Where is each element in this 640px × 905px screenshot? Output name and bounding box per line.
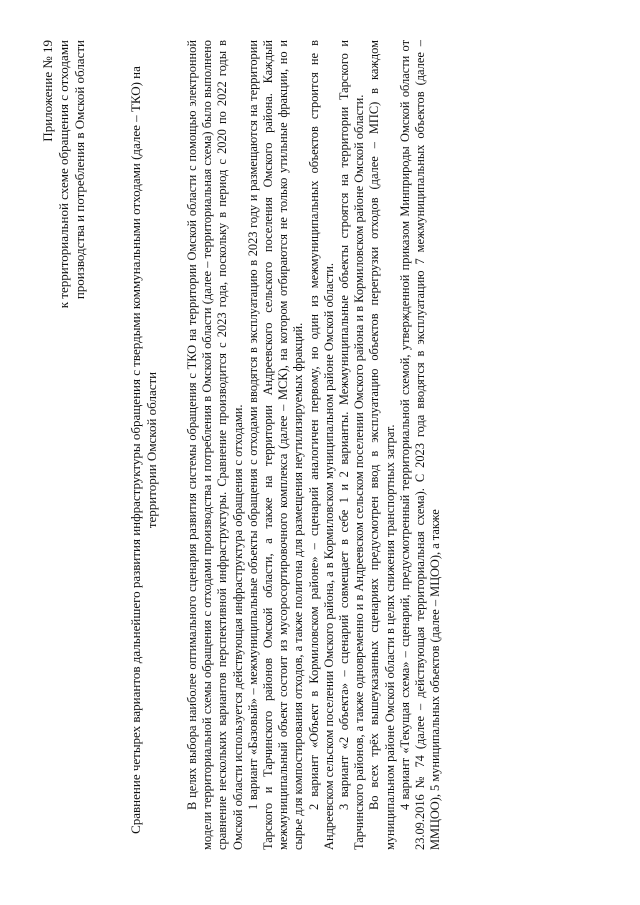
paragraph-intro: В целях выбора наиболее оптимального сценария развития системы обращения с ТКО на территории Омской области с помощью электронной модели территориальной схемы обращения с отходами производства и потребления в Омской области (далее – территориальная схема) было выполнено сравнение нескольких вариантов перспективной инфраструктуры. Сравнение производится с 2023 года, поскольку в период с 2020 по 2022 годы в Омской области используется действующая инфраструктура обращения с отходами. xyxy=(185,40,245,850)
paragraph-variant-4: 4 вариант «Текущая схема» – сценарий, предусмотренный территориальной схемой, утвержденной приказом Минприроды Омской области от 23.09.2016 № 74 (далее – действующая территориальная схема). С 2023 года вводятся в эксплуатацию 7 межмуниципальных объектов (далее – ММЦОО), 5 муниципальных объектов (далее – МЦОО), а также xyxy=(397,40,443,850)
paragraph-variant-3: 3 вариант «2 объекта» – сценарий совмещает в себе 1 и 2 варианты. Межмуниципальные объекты строятся на территории Тарского и Тарчинского районов, а также одновременно и в Андреевском сельском поселении Омского района и в Кормиловском районе Омской области. xyxy=(337,40,367,850)
paragraph-variant-2: 2 вариант «Объект в Кормиловском районе» – сценарий аналогичен первому, но один из межмуниципальных объектов строится не в Андреевском сельском поселении Омского района, а в Кормиловском муниципальном районе Омской области. xyxy=(306,40,336,850)
paragraph-transfer-stations: Во всех трёх вышеуказанных сценариях предусмотрен ввод в эксплуатацию объектов перегрузки отходов (далее – МПС) в каждом муниципальном районе Омской области в целях снижения транспортных затрат. xyxy=(367,40,397,850)
document-body xyxy=(185,40,443,850)
appendix-subtitle-line-1: к территориальной схеме обращения с отходами xyxy=(56,40,71,309)
appendix-subtitle-line-2: производства и потребления в Омской области xyxy=(72,40,87,300)
paragraph-variant-1: 1 вариант «Базовый» – межмуниципальные объекты обращения с отходами вводятся в эксплуатацию в 2023 году и размещаются на территории Тарского и Тарчинского районов Омской области, а также на территории Андреевского сельского поселения Омского района. Каждый межмуниципальный объект состоит из мусоросортировочного комплекса (далее – МСК), на котором отбираются не только утильные фракции, но и сырье для компостирования отходов, а также полигона для размещения неутилизируемых фракций. xyxy=(245,40,306,850)
appendix-number: Приложение № 19 xyxy=(40,40,55,142)
appendix-header xyxy=(40,40,88,400)
document-title: Сравнение четырех вариантов дальнейшего развития инфраструктуры обращения с твердыми коммунальными отходами (далее – ТКО) на территории Омской области xyxy=(128,66,159,834)
